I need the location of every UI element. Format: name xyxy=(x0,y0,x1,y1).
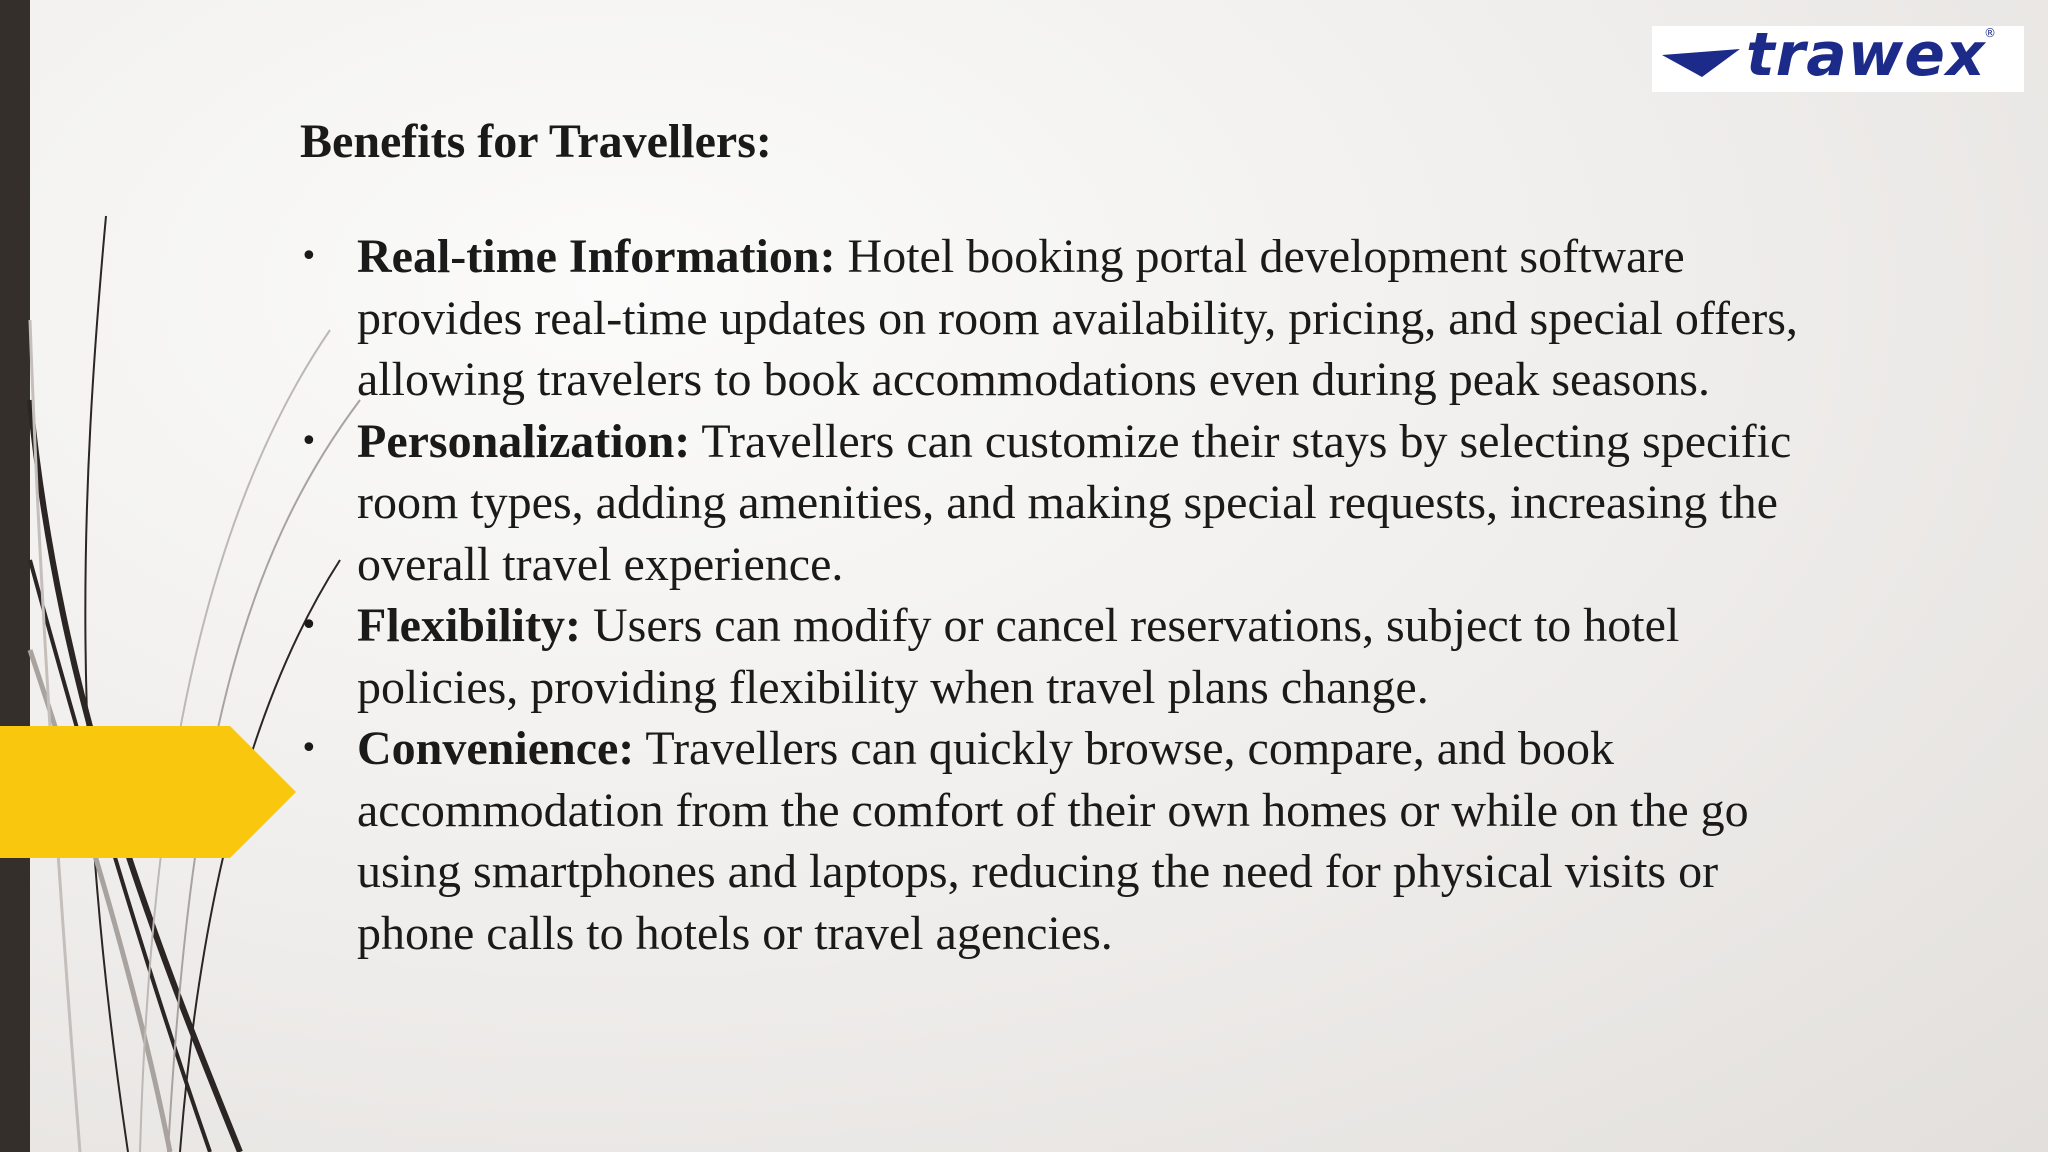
benefit-term: Real-time Information: xyxy=(357,230,836,283)
benefit-term: Personalization: xyxy=(357,414,691,468)
bullet-icon: • xyxy=(300,731,318,766)
slide-content xyxy=(300,108,1800,964)
bullet-icon: • xyxy=(300,239,318,274)
trawex-logo xyxy=(1652,20,2024,92)
logo-registered-mark: ® xyxy=(1984,26,1996,40)
bullet-icon: • xyxy=(300,423,318,459)
logo-wordmark: trawex xyxy=(1746,20,1986,90)
benefit-description: Hotel booking portal development software provides real-time updates on room availability, pricing, and special offers, allowing travelers to book accommodations even during peak seasons. xyxy=(357,230,1798,406)
benefits-list xyxy=(300,226,1800,964)
yellow-arrow-tab xyxy=(0,726,300,858)
benefit-item-real-time-information xyxy=(300,226,1800,411)
benefit-term: Flexibility: xyxy=(357,599,581,652)
benefit-description: Travellers can customize their stays by selecting specific room types, adding amenities, and making special requests, increasing the overall travel experience. xyxy=(357,414,1792,591)
benefit-item-flexibility xyxy=(300,595,1800,718)
benefit-description: Users can modify or cancel reservations, subject to hotel policies, providing flexibility when travel plans change. xyxy=(357,599,1680,714)
benefit-term: Convenience: xyxy=(357,722,635,775)
logo-arrow-icon xyxy=(1662,39,1742,79)
benefit-item-personalization xyxy=(300,411,1800,596)
curve-thin-1 xyxy=(85,216,128,1152)
bullet-icon: • xyxy=(300,608,318,643)
benefit-description: Travellers can quickly browse, compare, and book accommodation from the comfort of their own homes or while on the go using smartphones and laptops, reducing the need for physical visits or phone calls to hotels or travel agencies. xyxy=(357,722,1749,960)
benefit-item-convenience xyxy=(300,718,1800,964)
slide-heading: Benefits for Travellers: xyxy=(300,115,772,168)
